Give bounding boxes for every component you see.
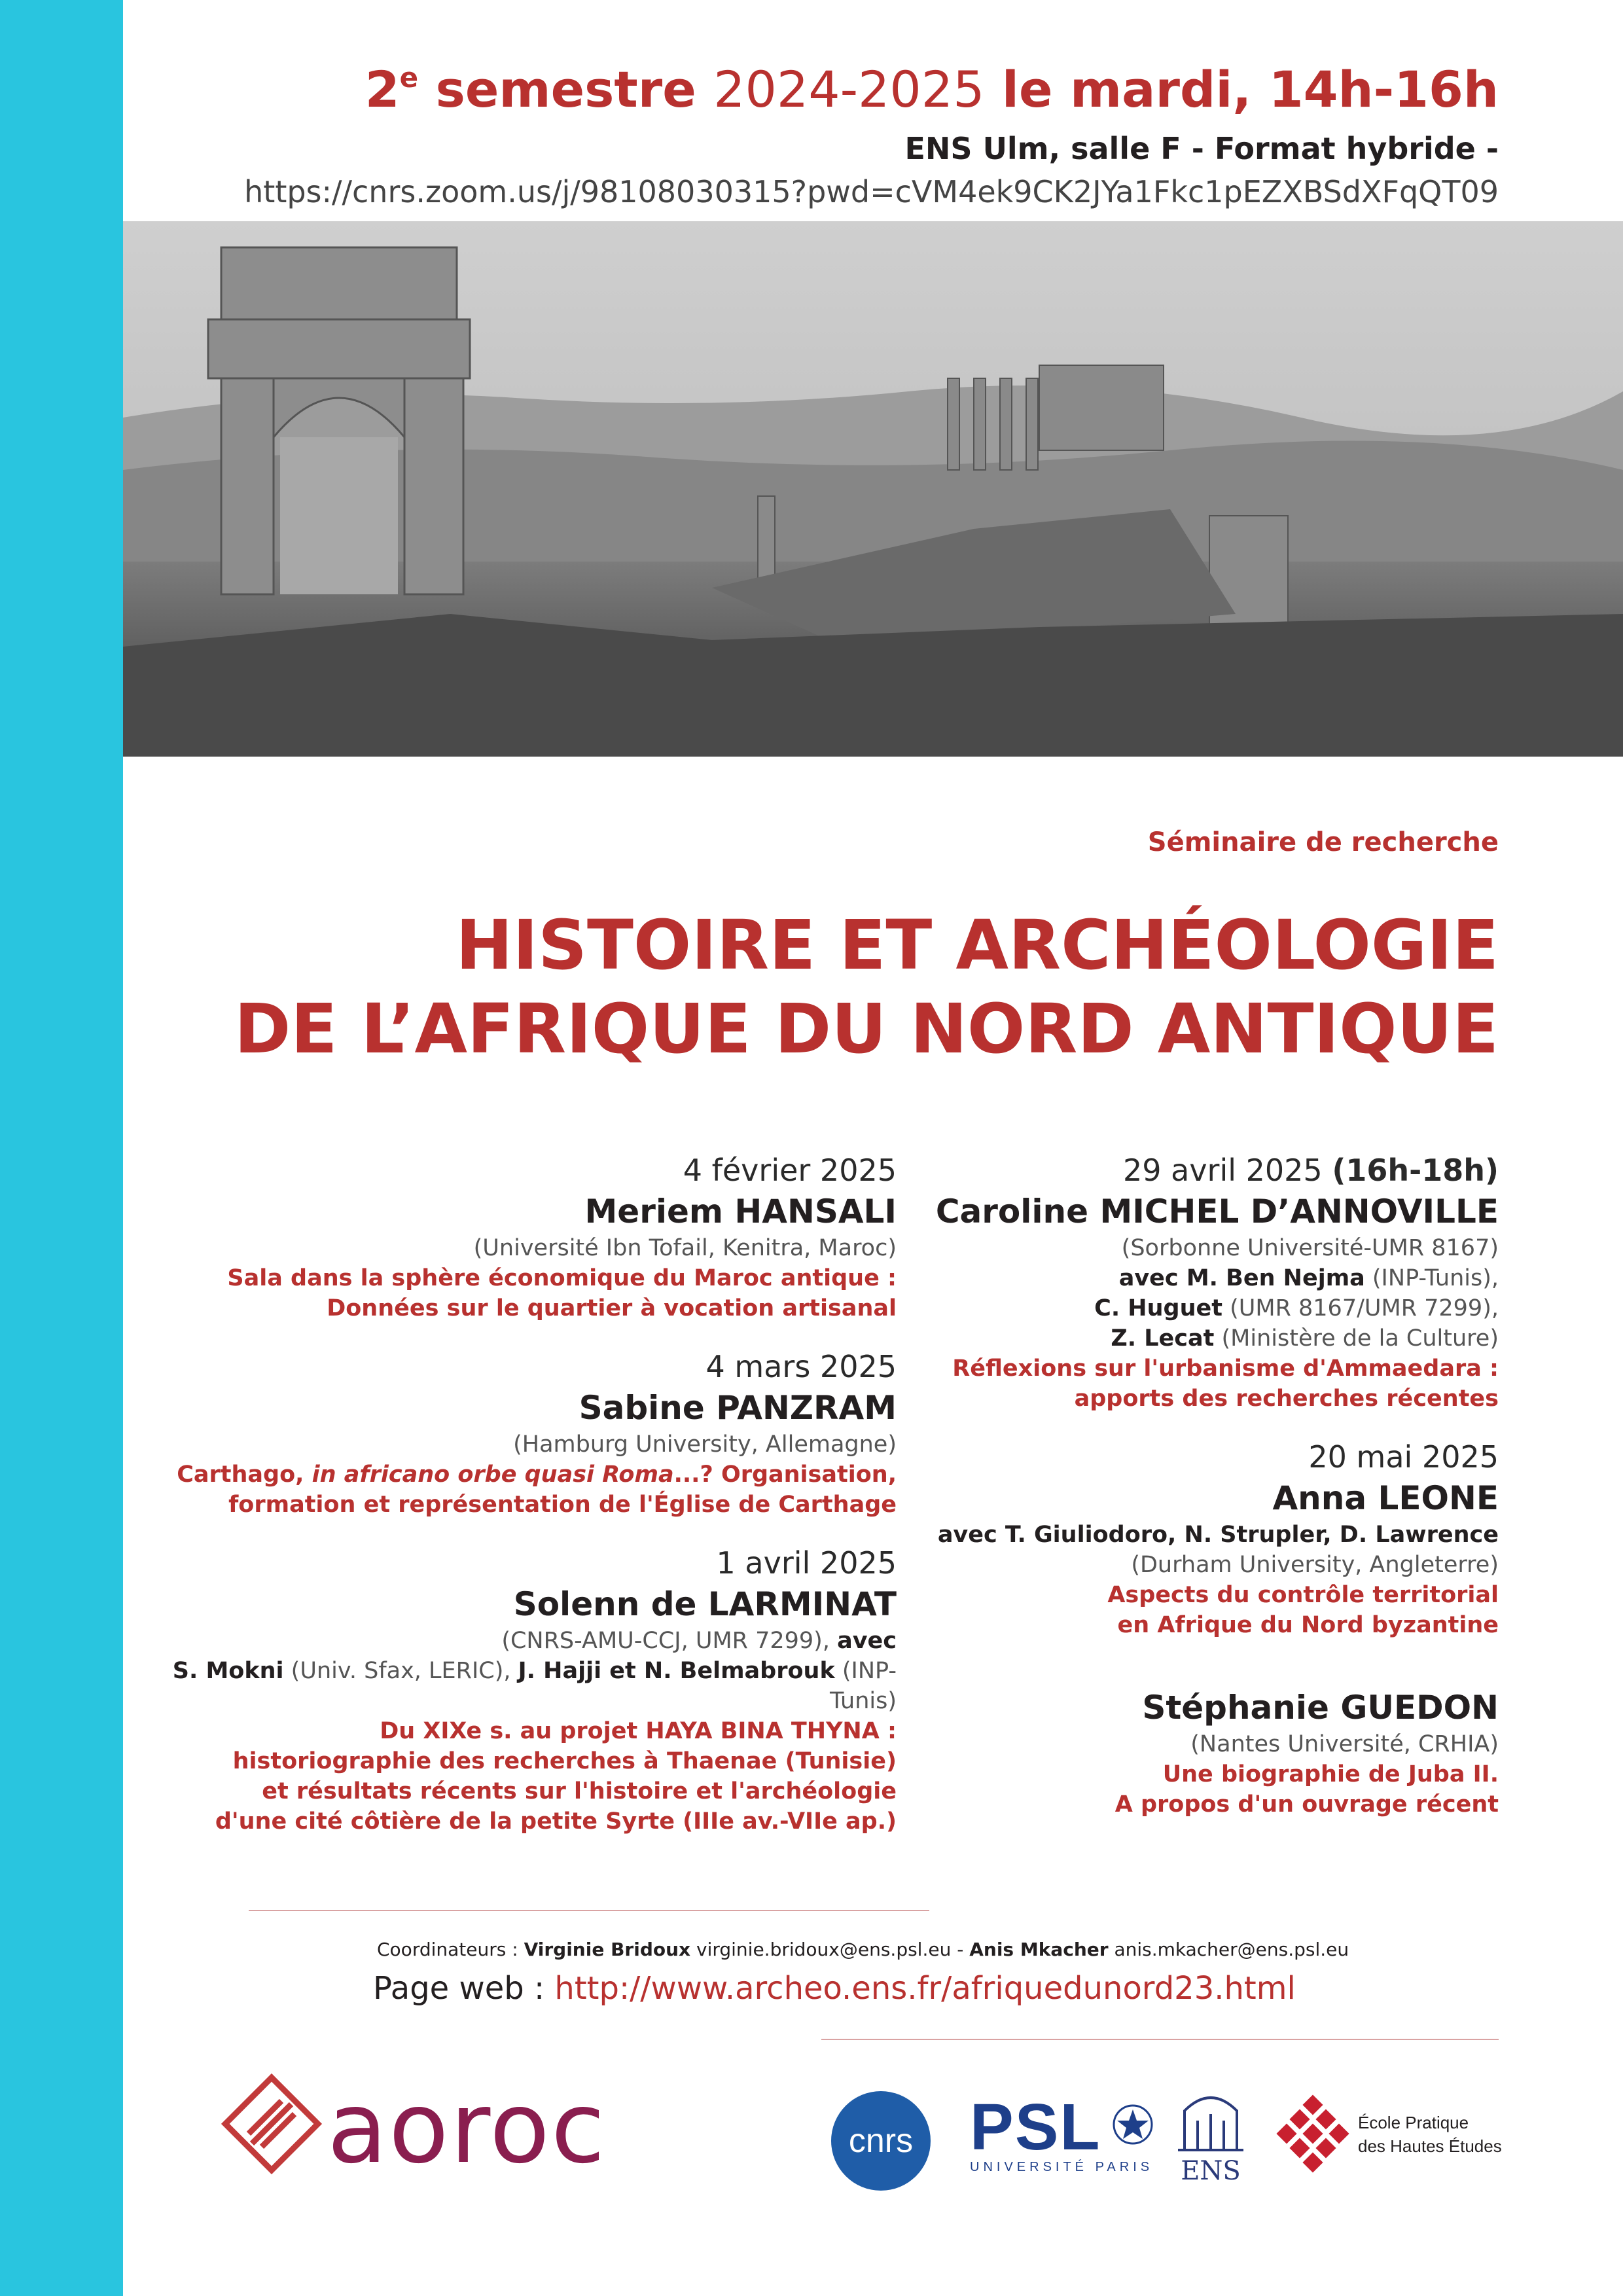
title-line-1: HISTOIRE ET ARCHÉOLOGIE [455, 905, 1499, 985]
session-affiliation: (Université Ibn Tofail, Kenitra, Maroc) [473, 1235, 897, 1261]
psl-star-icon [1113, 2104, 1153, 2147]
session-speaker: Meriem HANSALI [584, 1193, 897, 1230]
coordinator-email[interactable]: anis.mkacher@ens.psl.eu [1108, 1939, 1349, 1960]
seminar-type-label: Séminaire de recherche [1147, 827, 1499, 857]
session-coauthors: avec T. Giuliodoro, N. Strupler, D. Lawrence [937, 1522, 1499, 1548]
session-date: 4 mars 2025 [705, 1349, 897, 1384]
ephe-logo-text: École Pratique des Hautes Études [1358, 2113, 1502, 2156]
session-talk-title: Une biographie de Juba II. A propos d'un ouvrage récent [1115, 1761, 1499, 1818]
divider-left [249, 1910, 929, 1911]
web-page-link[interactable]: http://www.archeo.ens.fr/afriquedunord23.html [554, 1970, 1296, 2007]
divider-right [821, 2039, 1499, 2040]
session-affiliation: (Nantes Université, CRHIA) [1190, 1731, 1499, 1757]
seminar-title [234, 903, 1499, 1071]
session-talk-title: Carthago, in africano orbe quasi Roma...? Organisation, formation et représentation de l'Église de Carthage [177, 1462, 897, 1518]
session-speaker: Sabine PANZRAM [579, 1389, 897, 1427]
session-coauthor: Z. Lecat (Ministère de la Culture) [1111, 1325, 1499, 1352]
psl-logo-text: PSL [970, 2090, 1101, 2164]
session-talk-title: Sala dans la sphère économique du Maroc antique : Données sur le quartier à vocation artisanal [227, 1265, 897, 1321]
cnrs-logo: cnrs [831, 2091, 931, 2191]
session-talk-title: Du XIXe s. au projet HAYA BINA THYNA : historiographie des recherches à Thaenae (Tunisie) et résultats récents sur l'histoire et l'archéologie d'une cité côtière de la petite Syrte (IIIe av.-VIIe ap.) [215, 1718, 897, 1835]
web-page-line: Page web : http://www.archeo.ens.fr/afriquedunord23.html [373, 1970, 1296, 2007]
ens-building-icon [1171, 2088, 1250, 2153]
session-affiliation: (Sorbonne Université-UMR 8167) [1121, 1235, 1499, 1261]
coordinators-line: Coordinateurs : Virginie Bridoux virginie.bridoux@ens.psl.eu - Anis Mkacher anis.mkacher@ens.psl.eu [377, 1939, 1349, 1960]
session-date: 29 avril 2025 (16h-18h) [1122, 1153, 1499, 1188]
session-talk-title: Réflexions sur l'urbanisme d'Ammaedara : apports des recherches récentes [952, 1355, 1499, 1412]
zoom-link[interactable]: https://cnrs.zoom.us/j/98108030315?pwd=cVM4ek9CK2JYa1Fkc1pEZXBSdXFqQT09 [244, 174, 1499, 209]
sessions-right-column [779, 1151, 1499, 1843]
venue-line: ENS Ulm, salle F - Format hybride - [904, 131, 1499, 166]
coordinator-email[interactable]: virginie.bridoux@ens.psl.eu - [690, 1939, 970, 1960]
title-line-2: DE L’AFRIQUE DU NORD ANTIQUE [234, 989, 1499, 1069]
session-entry [779, 1151, 1499, 1414]
ephe-logo [1276, 2091, 1502, 2179]
aoroc-logo-text: aoroc [327, 2072, 607, 2185]
aoroc-logo-icon [216, 2068, 327, 2182]
ens-logo [1171, 2088, 1250, 2186]
session-date: 20 mai 2025 [1308, 1439, 1499, 1475]
semester-schedule: 2e semestre 2024-2025 le mardi, 14h-16h [365, 60, 1499, 118]
session-coauthors: S. Mokni (Univ. Sfax, LERIC), J. Hajji et N. Belmabrouk (INP-Tunis) [172, 1658, 897, 1714]
session-entry [779, 1686, 1499, 1820]
psl-logo-subtext: UNIVERSITÉ PARIS [970, 2160, 1154, 2174]
session-affiliation: (Hamburg University, Allemagne) [513, 1431, 897, 1458]
ephe-diamond-icon [1276, 2091, 1351, 2176]
session-speaker: Solenn de LARMINAT [513, 1585, 897, 1623]
session-coauthor: C. Huguet (UMR 8167/UMR 7299), [1094, 1295, 1499, 1321]
session-entry [779, 1437, 1499, 1640]
session-speaker: Stéphanie GUEDON [1142, 1689, 1499, 1727]
session-affiliation: (CNRS-AMU-CCJ, UMR 7299), avec [501, 1628, 897, 1654]
session-date: 4 février 2025 [683, 1153, 897, 1188]
session-date: 1 avril 2025 [716, 1545, 897, 1581]
session-speaker: Caroline MICHEL D’ANNOVILLE [935, 1193, 1499, 1230]
ruins-photograph [123, 221, 1623, 757]
session-talk-title: Aspects du contrôle territorial en Afrique du Nord byzantine [1107, 1582, 1499, 1638]
session-affiliation: (Durham University, Angleterre) [1131, 1552, 1499, 1578]
cyan-sidebar-band [0, 0, 123, 2296]
session-coauthor: avec M. Ben Nejma (INP-Tunis), [1118, 1265, 1499, 1291]
session-speaker: Anna LEONE [1272, 1479, 1499, 1517]
ens-logo-text: ENS [1181, 2156, 1241, 2186]
